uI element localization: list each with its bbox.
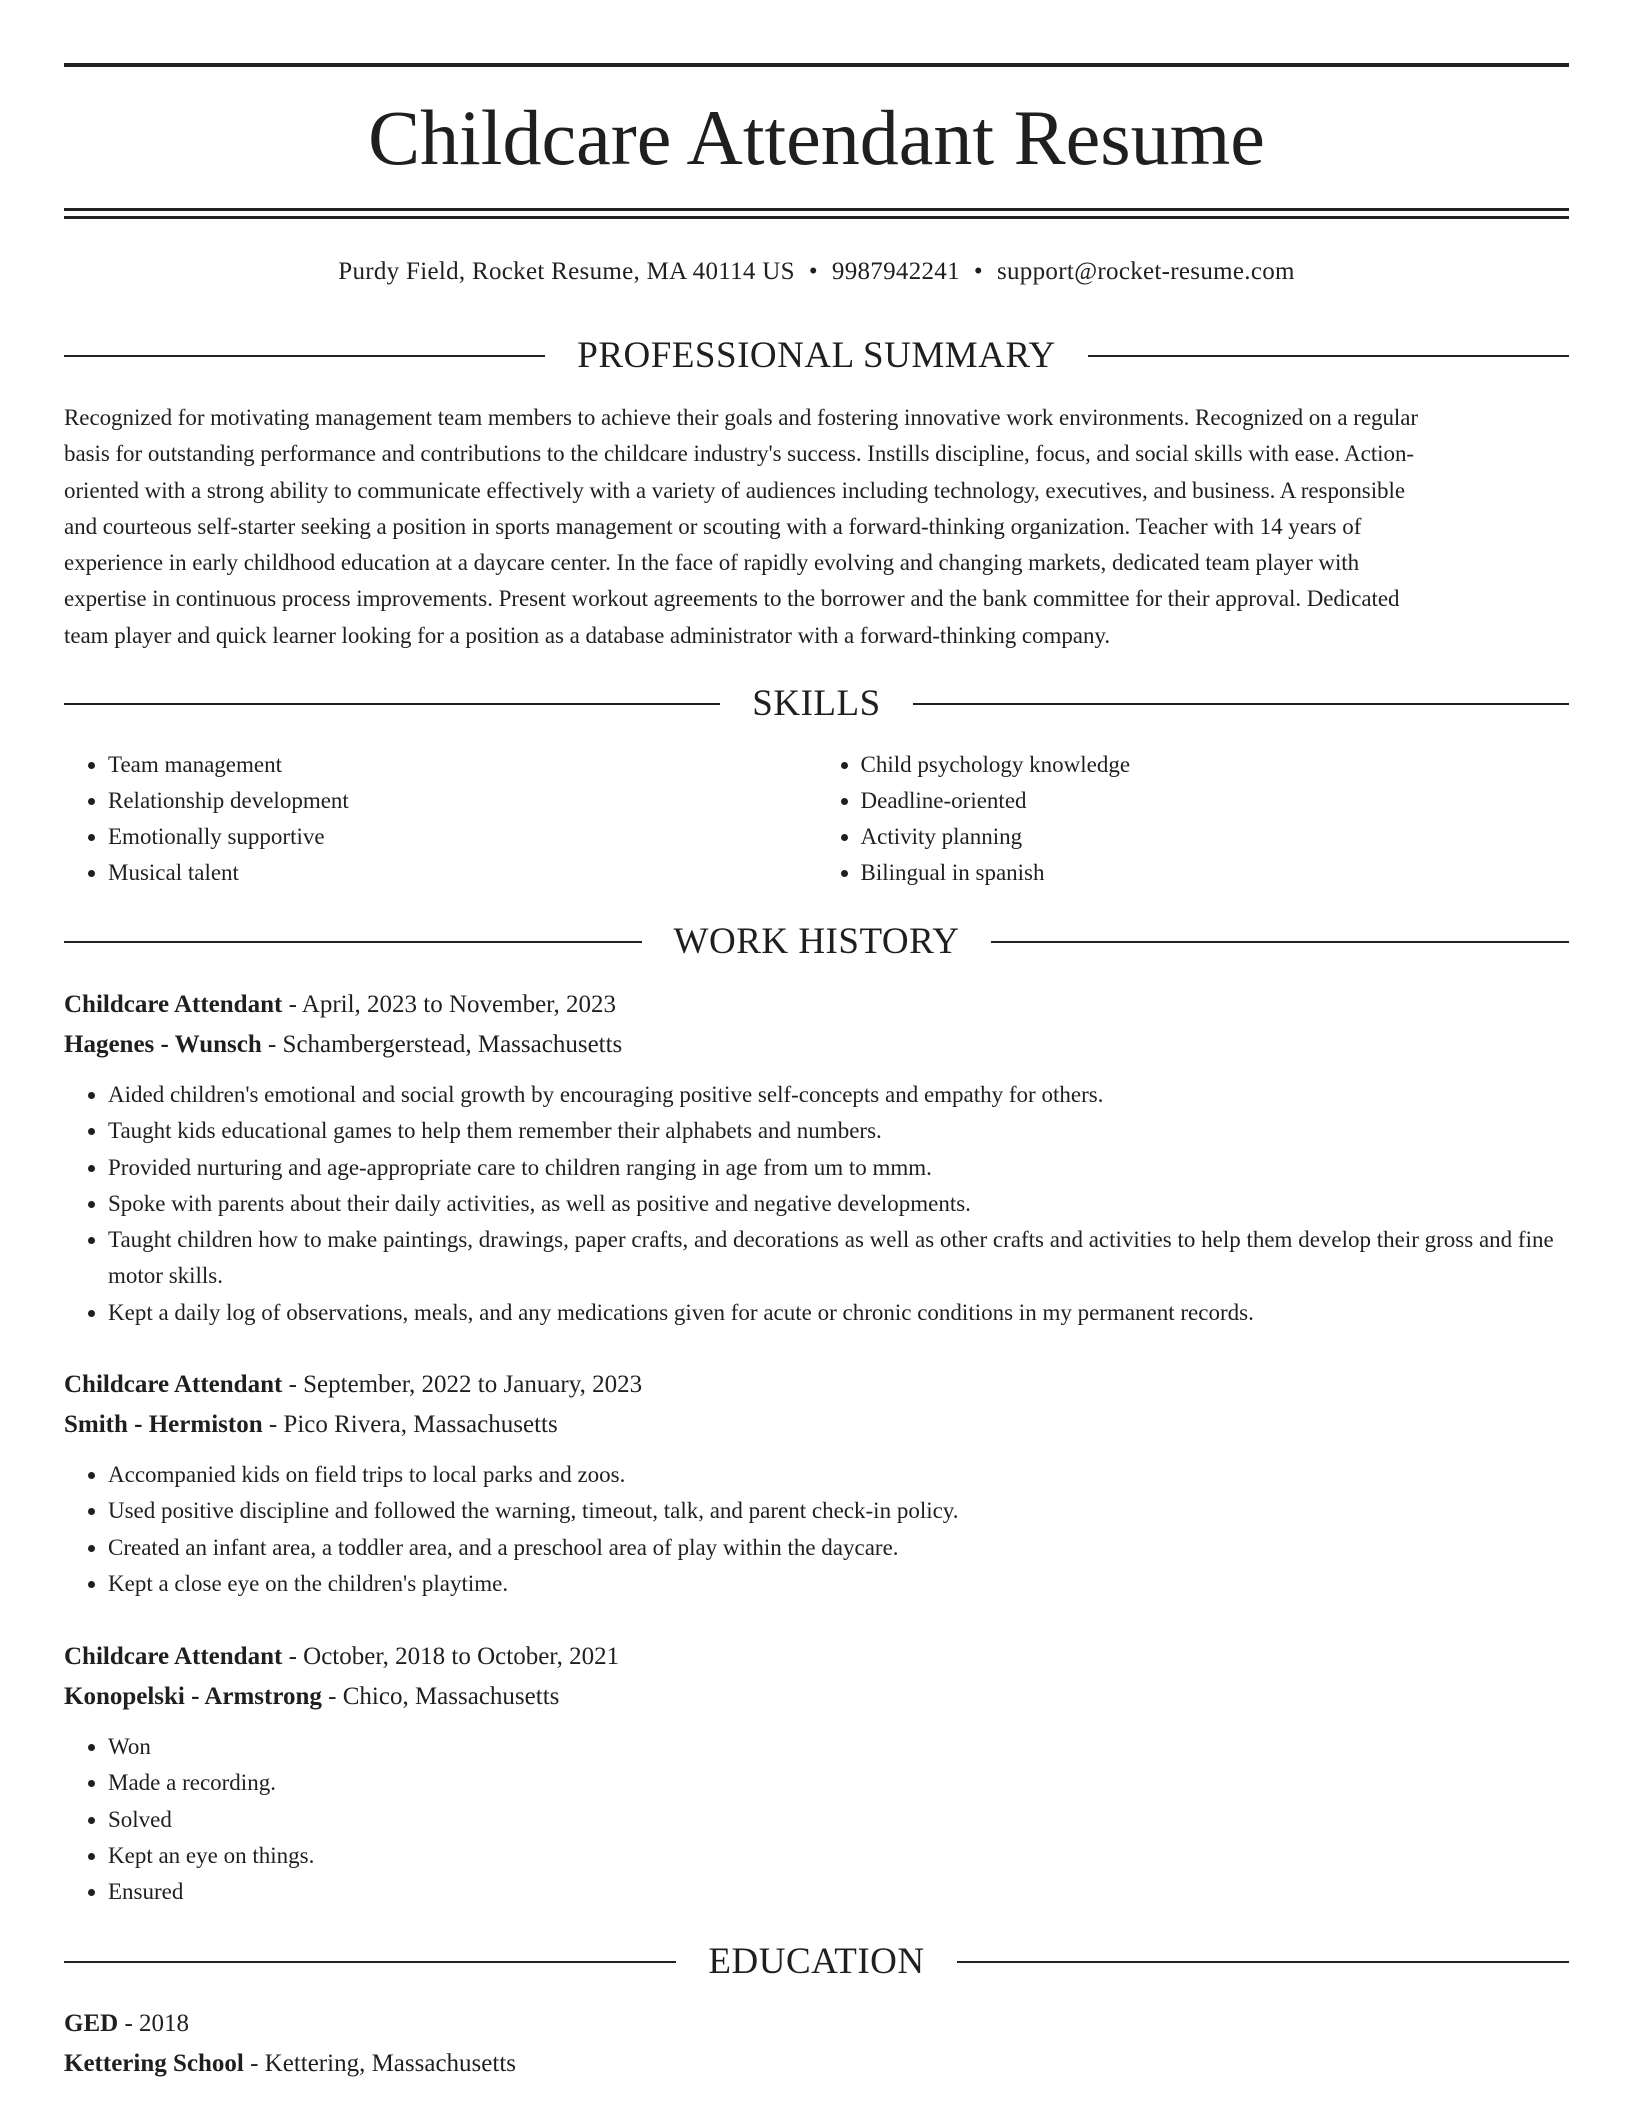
job-bullet: • Solved	[108, 1802, 1569, 1838]
top-rule	[64, 63, 1569, 67]
job-bullet: • Spoke with parents about their daily activities, as well as positive and negative developments.	[108, 1186, 1569, 1222]
contact-email: support@rocket-resume.com	[996, 258, 1295, 285]
section-heading-work	[64, 920, 1569, 964]
skills-columns	[64, 747, 1569, 891]
summary-line: team player and quick learner looking for a position as a database administrator with a forward-thinking company.	[64, 622, 1111, 648]
summary-line: experience in early childhood education at a daycare center. In the face of rapidly evolving and changing markets, dedicated team player with	[64, 550, 1360, 576]
job-company: Konopelski - Armstrong	[64, 1683, 322, 1710]
job-dates: - September, 2022 to January, 2023	[282, 1371, 643, 1398]
contact-line	[64, 254, 1569, 290]
skills-list-right	[817, 747, 1570, 891]
heading-rule	[957, 1961, 1569, 1963]
job-company-line	[64, 1025, 1569, 1065]
education-entry	[64, 2004, 1569, 2084]
job-title: Childcare Attendant	[64, 1371, 283, 1398]
job-entry	[64, 1637, 1569, 1910]
section-title: PROFESSIONAL SUMMARY	[577, 335, 1056, 376]
skill-item: • Child psychology knowledge	[861, 747, 1570, 783]
contact-separator: •	[973, 258, 983, 285]
skill-item: • Musical talent	[108, 855, 817, 891]
school-location: - Kettering, Massachusetts	[243, 2050, 516, 2077]
section-heading-summary	[64, 334, 1569, 378]
heading-rule	[64, 1961, 676, 1963]
job-location: - Pico Rivera, Massachusetts	[262, 1411, 558, 1438]
heading-rule	[64, 355, 545, 357]
job-bullet: • Ensured	[108, 1874, 1569, 1910]
job-bullet: • Kept a close eye on the children's playtime.	[108, 1566, 1569, 1602]
contact-separator: •	[808, 258, 818, 285]
job-dates: - October, 2018 to October, 2021	[282, 1643, 620, 1670]
contact-address: Purdy Field, Rocket Resume, MA 40114 US	[338, 258, 795, 285]
contact-phone: 9987942241	[831, 258, 960, 285]
summary-line: oriented with a strong ability to communicate effectively with a variety of audiences including technology, executives, and business. A responsible	[64, 477, 1405, 503]
section-heading-education	[64, 1940, 1569, 1984]
summary-paragraph	[64, 400, 1569, 654]
heading-rule	[64, 703, 720, 705]
job-entry	[64, 985, 1569, 1331]
summary-line: basis for outstanding performance and contributions to the childcare industry's success. Instills discipline, focus, and social skills with ease. Action-	[64, 441, 1415, 467]
job-bullet: • Provided nurturing and age-appropriate care to children ranging in age from um to mmm.	[108, 1150, 1569, 1186]
summary-line: expertise in continuous process improvements. Present workout agreements to the borrower and the bank committee for their approval. Dedicated	[64, 586, 1400, 612]
job-title: Childcare Attendant	[64, 991, 283, 1018]
job-bullets	[64, 1077, 1569, 1331]
job-bullets	[64, 1729, 1569, 1910]
job-bullet: • Won	[108, 1729, 1569, 1765]
degree: GED	[64, 2010, 119, 2037]
skill-item: • Team management	[108, 747, 817, 783]
job-title: Childcare Attendant	[64, 1643, 283, 1670]
skill-item: • Relationship development	[108, 783, 817, 819]
job-location: - Schambergerstead, Massachusetts	[261, 1031, 623, 1058]
job-dates: - April, 2023 to November, 2023	[282, 991, 616, 1018]
job-bullet: • Created an infant area, a toddler area, and a preschool area of play within the daycare.	[108, 1530, 1569, 1566]
job-bullet: • Made a recording.	[108, 1765, 1569, 1801]
school-name: Kettering School	[64, 2050, 244, 2077]
job-company: Hagenes - Wunsch	[64, 1031, 262, 1058]
section-heading-skills	[64, 682, 1569, 726]
degree-year: - 2018	[118, 2010, 190, 2037]
summary-line: and courteous self-starter seeking a position in sports management or scouting with a forward-thinking organization. Teacher with 14 years of	[64, 513, 1362, 539]
resume-title: Childcare Attendant Resume	[368, 94, 1265, 181]
heading-rule	[991, 941, 1569, 943]
heading-rule	[913, 703, 1569, 705]
section-title: SKILLS	[752, 683, 881, 724]
skills-list-left	[64, 747, 817, 891]
heading-rule	[1088, 355, 1569, 357]
job-bullet: • Kept an eye on things.	[108, 1838, 1569, 1874]
section-title: WORK HISTORY	[673, 921, 960, 962]
job-company: Smith - Hermiston	[64, 1411, 263, 1438]
section-title: EDUCATION	[708, 1941, 925, 1982]
job-title-line	[64, 1365, 1569, 1405]
title-rule-lower	[64, 216, 1569, 219]
summary-line: Recognized for motivating management team members to achieve their goals and fostering innovative work environments. Recognized on a regular	[64, 405, 1419, 430]
title-rule-upper	[64, 208, 1569, 211]
school-line	[64, 2044, 1569, 2084]
job-location: - Chico, Massachusetts	[321, 1683, 560, 1710]
job-entry	[64, 1365, 1569, 1602]
job-bullet: • Kept a daily log of observations, meals, and any medications given for acute or chronic conditions in my permanent records.	[108, 1295, 1569, 1331]
skill-item: • Deadline-oriented	[861, 783, 1570, 819]
job-bullet: • Taught children how to make paintings, drawings, paper crafts, and decorations as well as other crafts and activities to help them develop their gross and fine motor skills.	[108, 1222, 1569, 1295]
job-bullet: • Aided children's emotional and social growth by encouraging positive self-concepts and empathy for others.	[108, 1077, 1569, 1113]
heading-rule	[64, 941, 642, 943]
job-bullet: • Taught kids educational games to help them remember their alphabets and numbers.	[108, 1113, 1569, 1149]
skill-item: • Bilingual in spanish	[861, 855, 1570, 891]
job-bullets	[64, 1457, 1569, 1602]
job-title-line	[64, 985, 1569, 1025]
job-title-line	[64, 1637, 1569, 1677]
job-company-line	[64, 1405, 1569, 1445]
skill-item: • Emotionally supportive	[108, 819, 817, 855]
job-bullet: • Accompanied kids on field trips to local parks and zoos.	[108, 1457, 1569, 1493]
skill-item: • Activity planning	[861, 819, 1570, 855]
degree-line	[64, 2004, 1569, 2044]
job-company-line	[64, 1677, 1569, 1717]
job-bullet: • Used positive discipline and followed the warning, timeout, talk, and parent check-in policy.	[108, 1493, 1569, 1529]
